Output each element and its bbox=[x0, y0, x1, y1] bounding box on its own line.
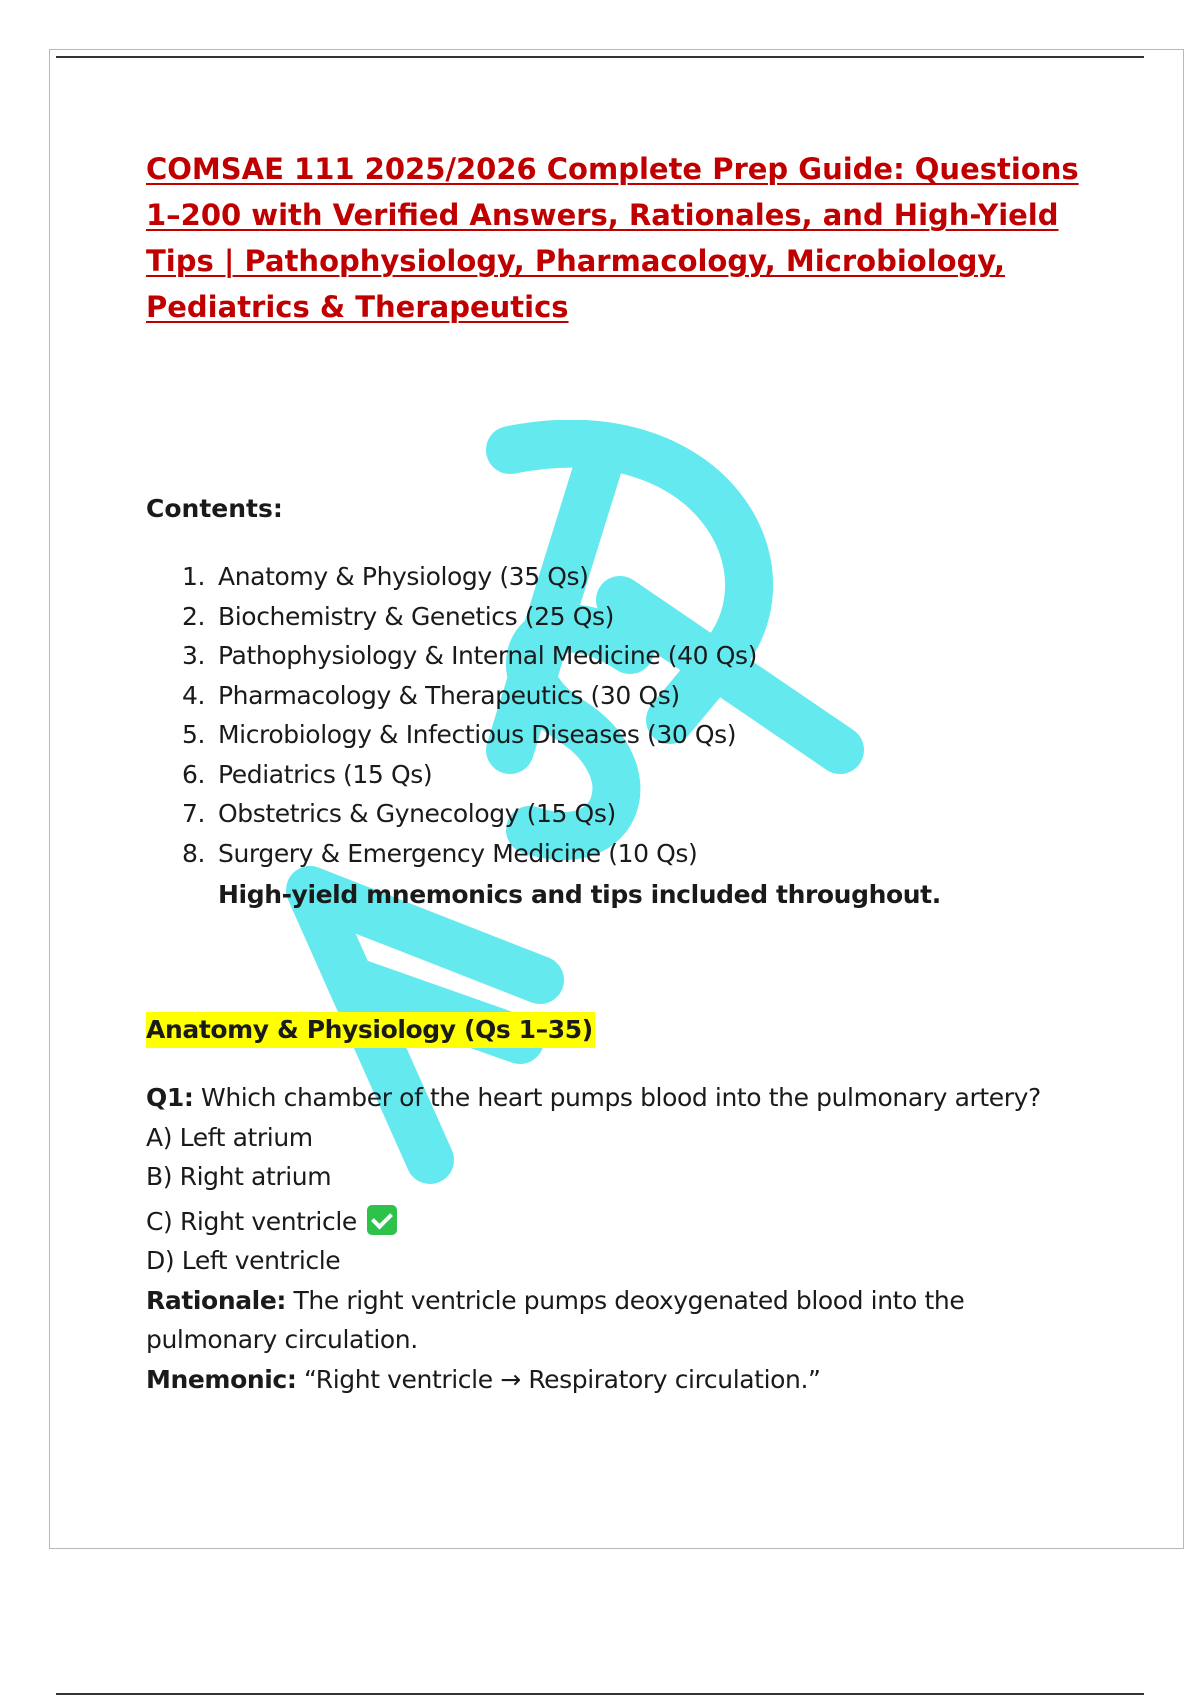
rationale bbox=[146, 1281, 986, 1360]
toc-item bbox=[182, 636, 757, 676]
toc-item-label: Pediatrics (15 Qs) bbox=[218, 759, 433, 789]
check-mark-icon bbox=[367, 1205, 397, 1235]
answer-option-c-label: C) Right ventricle bbox=[146, 1206, 357, 1236]
toc-item bbox=[182, 794, 757, 834]
answer-option-c bbox=[146, 1202, 1106, 1242]
answer-option-a: A) Left atrium bbox=[146, 1122, 313, 1152]
rationale-text: The right ventricle pumps deoxygenated blood into the pulmonary circulation. bbox=[146, 1285, 965, 1354]
toc-item-number: 7. bbox=[182, 799, 206, 828]
toc-item-number: 5. bbox=[182, 720, 206, 749]
question-label: Q1: bbox=[146, 1083, 194, 1112]
toc-item-label: Anatomy & Physiology (35 Qs) bbox=[218, 562, 589, 591]
toc-item-number: 1. bbox=[182, 562, 206, 591]
mnemonic-text: “Right ventricle → Respiratory circulation.” bbox=[296, 1364, 821, 1394]
toc-item-number: 3. bbox=[182, 641, 206, 670]
bottom-rule bbox=[56, 1693, 1144, 1695]
toc-item bbox=[182, 715, 757, 755]
mnemonic-label: Mnemonic: bbox=[146, 1364, 297, 1394]
toc-item bbox=[182, 676, 757, 716]
top-rule bbox=[56, 56, 1144, 58]
contents-note: High-yield mnemonics and tips included throughout. bbox=[218, 880, 941, 909]
contents-heading: Contents: bbox=[146, 494, 283, 523]
toc-item-label: Surgery & Emergency Medicine (10 Qs) bbox=[218, 838, 698, 868]
toc-item-label: Pharmacology & Therapeutics (30 Qs) bbox=[218, 680, 680, 710]
toc-item-label: Microbiology & Infectious Diseases (30 Qs) bbox=[218, 720, 737, 749]
mnemonic bbox=[146, 1360, 1106, 1400]
answer-option-b: B) Right atrium bbox=[146, 1162, 332, 1191]
toc-item-label: Obstetrics & Gynecology (15 Qs) bbox=[218, 799, 616, 828]
document-title: COMSAE 111 2025/2026 Complete Prep Guide: Questions 1–200 with Verified Answers, Rationales, and High-Yield Tips | Pathophysiology, Pharmacology, Microbiology, Pediatrics & Therapeutics bbox=[146, 152, 1079, 324]
toc-item bbox=[182, 557, 757, 597]
question-block bbox=[146, 1078, 1106, 1399]
toc-item-number: 2. bbox=[182, 601, 206, 631]
question-stem bbox=[146, 1078, 1106, 1118]
toc-item-label: Biochemistry & Genetics (25 Qs) bbox=[218, 601, 614, 631]
rationale-label: Rationale: bbox=[146, 1285, 287, 1315]
toc-item-number: 4. bbox=[182, 680, 206, 710]
question-text: Which chamber of the heart pumps blood into the pulmonary artery? bbox=[193, 1083, 1041, 1112]
toc-item-number: 6. bbox=[182, 759, 206, 789]
toc-item bbox=[182, 597, 757, 637]
toc-item-number: 8. bbox=[182, 838, 206, 868]
toc-item bbox=[182, 834, 757, 874]
answer-option-d: D) Left ventricle bbox=[146, 1246, 341, 1275]
toc-item bbox=[182, 755, 757, 795]
table-of-contents bbox=[182, 557, 757, 873]
section-heading: Anatomy & Physiology (Qs 1–35) bbox=[146, 1012, 595, 1048]
toc-item-label: Pathophysiology & Internal Medicine (40 Qs) bbox=[218, 641, 757, 670]
